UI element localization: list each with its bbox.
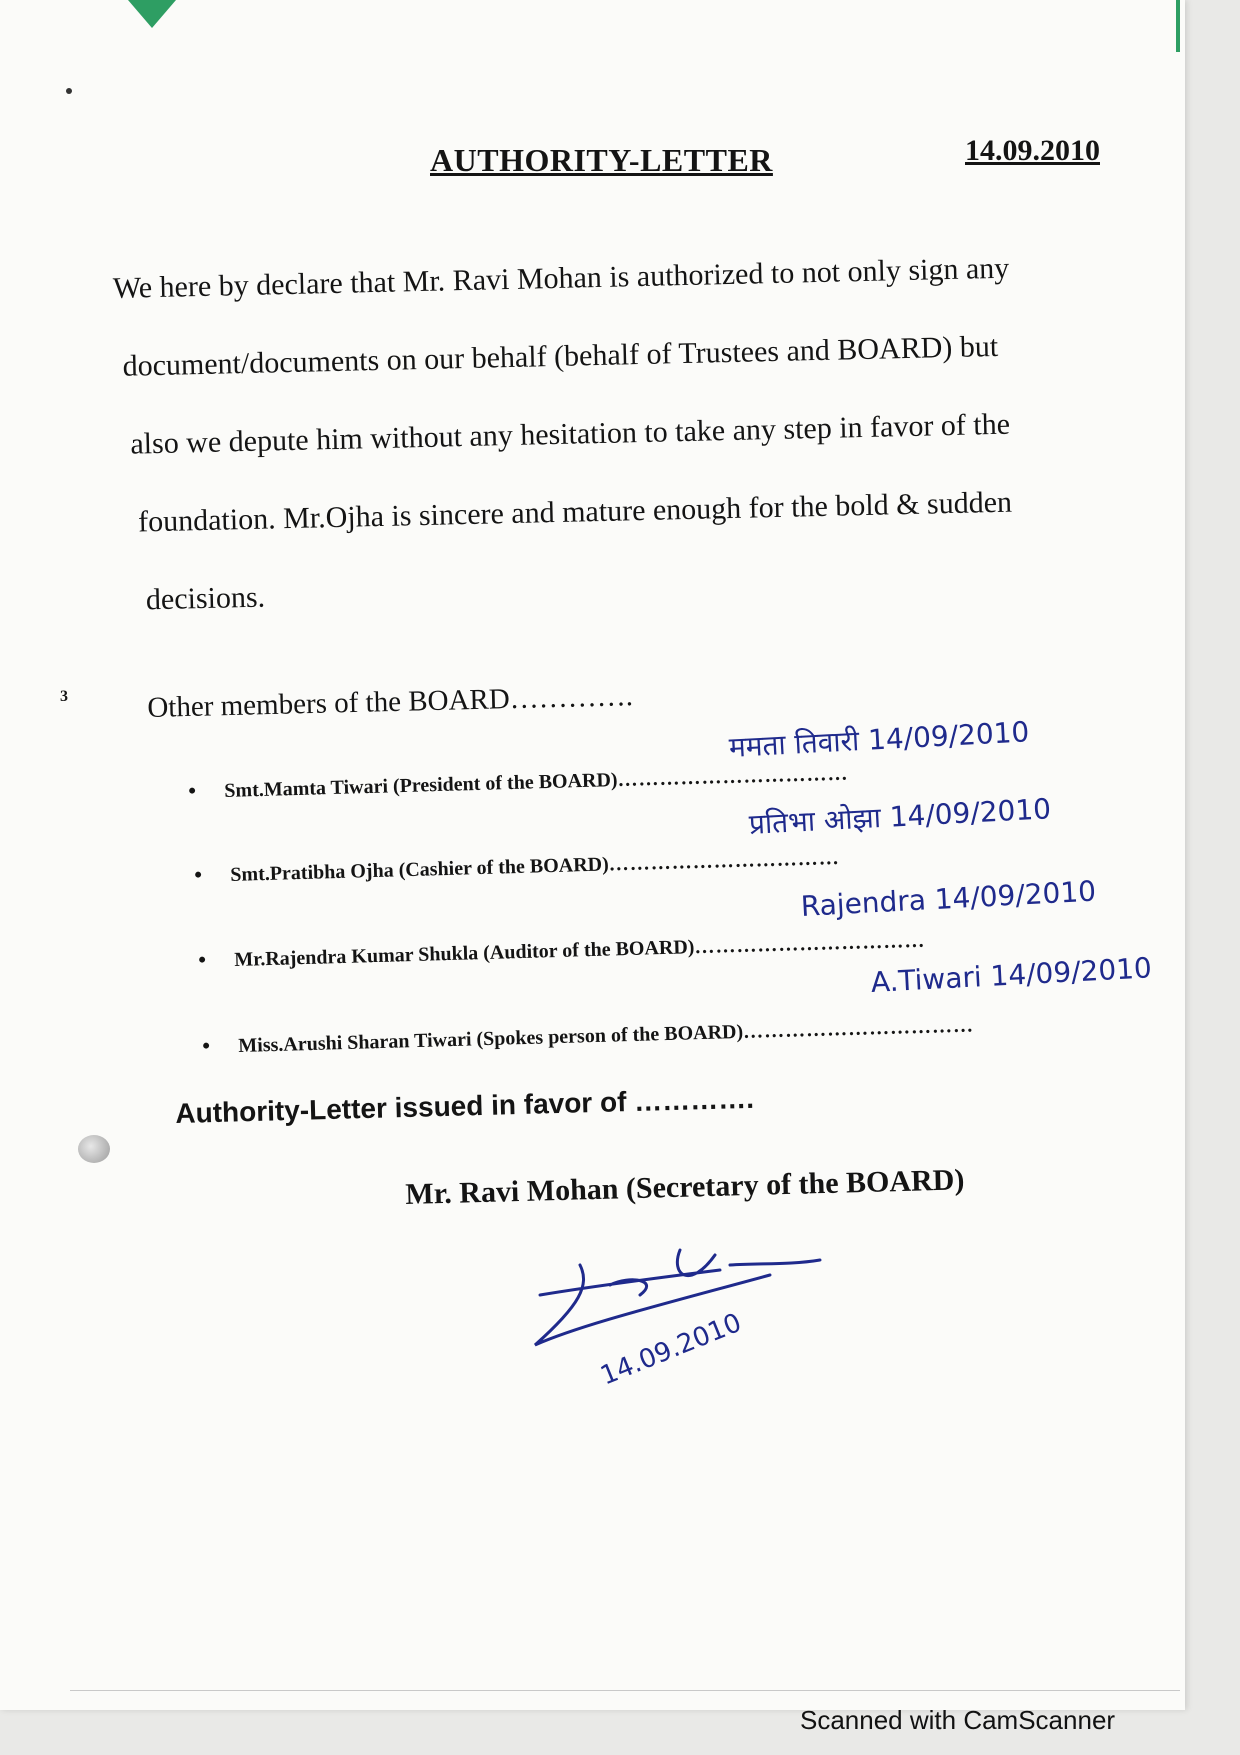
bullet-icon: • (194, 861, 203, 887)
member-row (202, 1011, 974, 1059)
document-title: AUTHORITY-LETTER (430, 142, 773, 178)
document-date: 14.09.2010 (965, 134, 1100, 167)
secretary-signature-icon (520, 1235, 880, 1405)
member-name: Mr.Rajendra Kumar Shukla (Auditor of the BOARD) (234, 936, 695, 971)
members-heading: Other members of the BOARD…………. (147, 680, 634, 724)
bullet-icon: • (188, 777, 197, 803)
dotted-leader: …………………………… (617, 762, 849, 792)
dotted-leader: …………………………… (608, 846, 840, 876)
paragraph-line: decisions. (145, 580, 266, 617)
margin-number: 3 (60, 688, 68, 705)
handwritten-signature: प्रतिभा ओझा 14/09/2010 (748, 792, 1052, 841)
member-row (198, 927, 926, 973)
paragraph-line: document/documents on our behalf (behalf of Trustees and BOARD) but (122, 329, 999, 383)
paragraph-line: also we depute him without any hesitation to take any step in favor of the (130, 407, 1011, 461)
bullet-icon: • (202, 1032, 211, 1058)
ink-speck (66, 88, 72, 94)
dotted-leader: …………………………… (742, 1014, 975, 1043)
member-name: Smt.Mamta Tiwari (President of the BOARD) (224, 769, 618, 802)
paragraph-line: We here by declare that Mr. Ravi Mohan is authorized to not only sign any (112, 251, 1010, 305)
handwritten-signature: ममता तिवारी 14/09/2010 (728, 715, 1031, 764)
signature-date: 14.09.2010 (596, 1307, 746, 1392)
handwritten-signature: A.Tiwari 14/09/2010 (870, 951, 1153, 999)
member-row (188, 760, 849, 804)
issued-in-favor-line: Authority-Letter issued in favor of …………. (175, 1082, 755, 1129)
member-name: Miss.Arushi Sharan Tiwari (Spokes person of the BOARD) (238, 1020, 744, 1057)
punch-hole (78, 1135, 110, 1163)
bullet-icon: • (198, 946, 207, 972)
green-edge-mark (1176, 0, 1180, 52)
secretary-name: Mr. Ravi Mohan (Secretary of the BOARD) (405, 1163, 965, 1211)
member-name: Smt.Pratibha Ojha (Cashier of the BOARD) (230, 853, 610, 886)
page-edge-line (70, 1690, 1180, 1691)
handwritten-signature: Rajendra 14/09/2010 (800, 874, 1097, 923)
member-row (194, 844, 840, 888)
dotted-leader: …………………………… (694, 929, 926, 959)
scanner-watermark: Scanned with CamScanner (800, 1705, 1116, 1735)
declaration-paragraph (112, 228, 1101, 640)
paragraph-line: foundation. Mr.Ojha is sincere and mature enough for the bold & sudden (137, 485, 1013, 539)
green-corner-mark (128, 0, 176, 28)
